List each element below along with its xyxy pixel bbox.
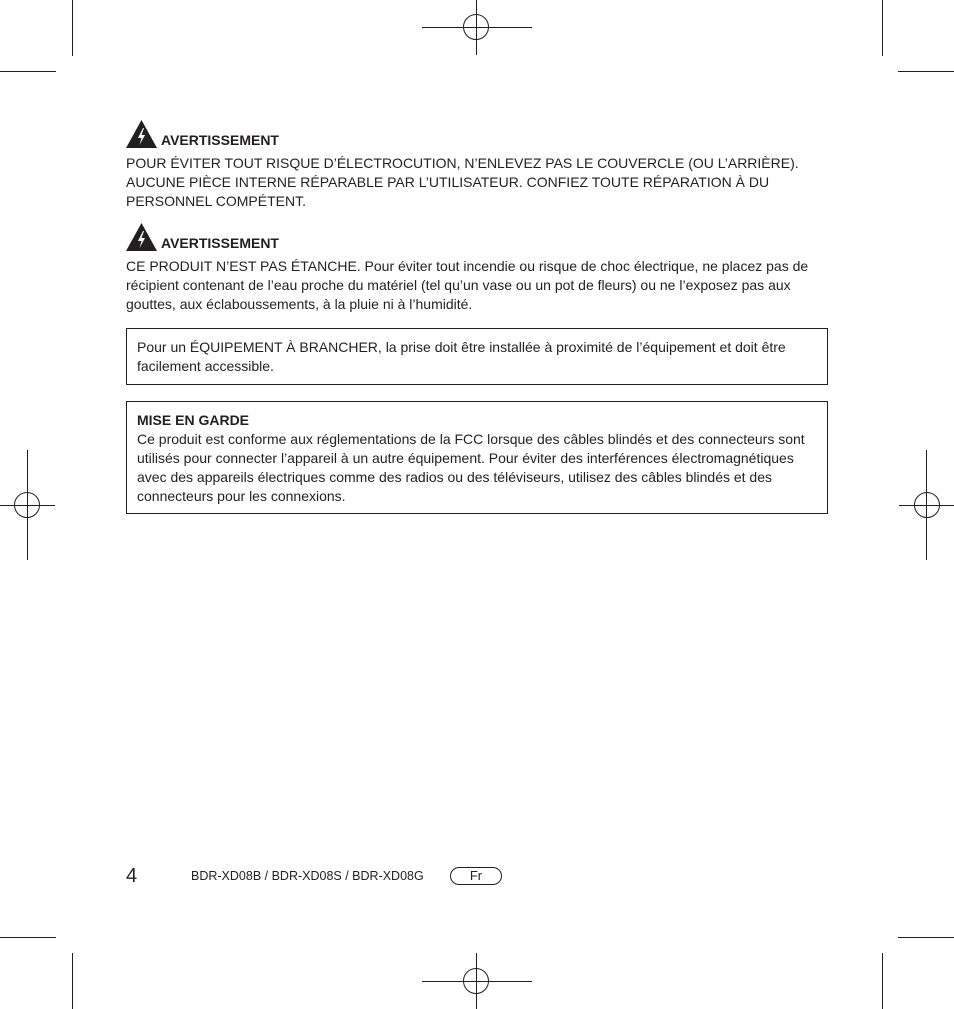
- page-number: 4: [126, 865, 138, 887]
- warning-heading-1: [126, 120, 279, 148]
- warning-text: CE PRODUIT N’EST PAS ÉTANCHE. Pour éviter tout incendie ou risque de choc électrique, ne placez pas de récipient contenant de l’eau proche du matériel (tel qu’un vase ou un pot de fleurs) ou ne l’exposez pas aux gouttes, aux éclaboussements, à la pluie ni à l’humidité.: [126, 258, 809, 312]
- electric-shock-warning-icon: [126, 120, 157, 148]
- caution-title: MISE EN GARDE: [137, 412, 250, 428]
- plug-notice-text: Pour un ÉQUIPEMENT À BRANCHER, la prise doit être installée à proximité de l’équipement et doit être facilement accessible.: [137, 339, 786, 374]
- language-badge: Fr: [450, 867, 502, 885]
- plug-notice-box: [126, 328, 828, 385]
- warning-text: POUR ÉVITER TOUT RISQUE D’ÉLECTROCUTION, N’ENLEVEZ PAS LE COUVERCLE (OU L’ARRIÈRE). AUCUNE PIÈCE INTERNE RÉPARABLE PAR L’UTILISATEUR. CONFIEZ TOUTE RÉPARATION À DU PERSONNEL COMPÉTENT.: [126, 155, 799, 209]
- warning-title: AVERTISSEMENT: [161, 235, 279, 251]
- caution-text: Ce produit est conforme aux réglementations de la FCC lorsque des câbles blindés et des connecteurs sont utilisés pour connecter l’appareil à un autre équipement. Pour éviter des interférences électromagnétiques avec des appareils électriques comme des radios ou des téléviseurs, utilisez des câbles blindés et des connecteurs pour les connexions.: [137, 431, 805, 504]
- warning-title: AVERTISSEMENT: [161, 132, 279, 148]
- electric-shock-warning-icon: [126, 223, 157, 251]
- model-numbers: BDR-XD08B / BDR-XD08S / BDR-XD08G: [191, 869, 424, 883]
- warning-heading-2: [126, 223, 279, 251]
- caution-box: [126, 401, 828, 514]
